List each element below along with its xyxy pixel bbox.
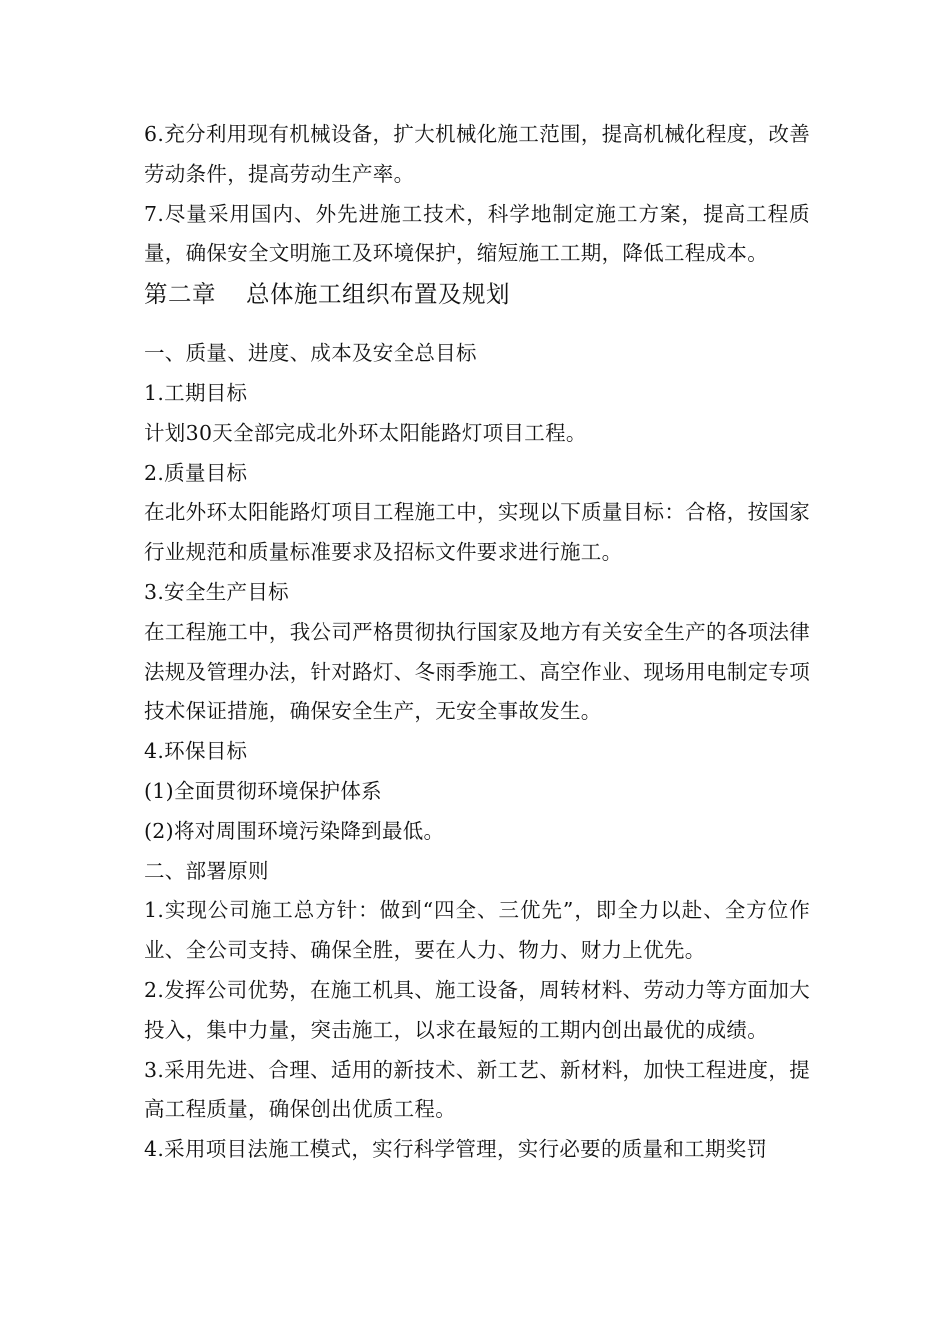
paragraph: 7.尽量采用国内、外先进施工技术，科学地制定施工方案，提高工程质量，确保安全文明施工及环境保护，缩短施工工期，降低工程成本。	[144, 201, 810, 266]
paragraph: 4.采用项目法施工模式，实行科学管理，实行必要的质量和工期奖罚	[144, 1137, 768, 1162]
paragraph: 一、质量、进度、成本及安全总目标	[144, 341, 477, 366]
paragraph: 二、部署原则	[144, 858, 269, 883]
paragraph: 4.环保目标	[144, 739, 248, 764]
paragraph: 在工程施工中，我公司严格贯彻执行国家及地方有关安全生产的各项法律法规及管理办法，针对路灯、冬雨季施工、高空作业、现场用电制定专项技术保证措施，确保安全生产，无安全事故发生。	[144, 619, 810, 724]
paragraph: 1.工期目标	[144, 380, 248, 405]
paragraph: 计划30天全部完成北外环太阳能路灯项目工程。	[144, 420, 587, 445]
paragraph: 2.质量目标	[144, 460, 248, 485]
chapter-title: 总体施工组织布置及规划	[246, 280, 510, 309]
chapter-heading	[144, 274, 810, 334]
chapter-number: 第二章	[144, 280, 216, 309]
paragraph: (1)全面贯彻环境保护体系	[144, 778, 382, 803]
paragraph: (2)将对周围环境污染降到最低。	[144, 818, 445, 843]
paragraph: 3.安全生产目标	[144, 579, 289, 604]
paragraph: 1.实现公司施工总方针：做到“四全、三优先”，即全力以赴、全方位作业、全公司支持、确保全胜，要在人力、物力、财力上优先。	[144, 898, 810, 963]
paragraph: 6.充分利用现有机械设备，扩大机械化施工范围，提高机械化程度，改善劳动条件，提高劳动生产率。	[144, 122, 810, 186]
paragraph: 2.发挥公司优势，在施工机具、施工设备，周转材料、劳动力等方面加大投入，集中力量，突击施工，以求在最短的工期内创出最优的成绩。	[144, 977, 810, 1042]
paragraph: 3.采用先进、合理、适用的新技术、新工艺、新材料，加快工程进度，提高工程质量，确保创出优质工程。	[144, 1057, 810, 1122]
paragraph: 在北外环太阳能路灯项目工程施工中，实现以下质量目标：合格，按国家行业规范和质量标准要求及招标文件要求进行施工。	[144, 500, 810, 565]
document-body	[144, 115, 810, 1170]
